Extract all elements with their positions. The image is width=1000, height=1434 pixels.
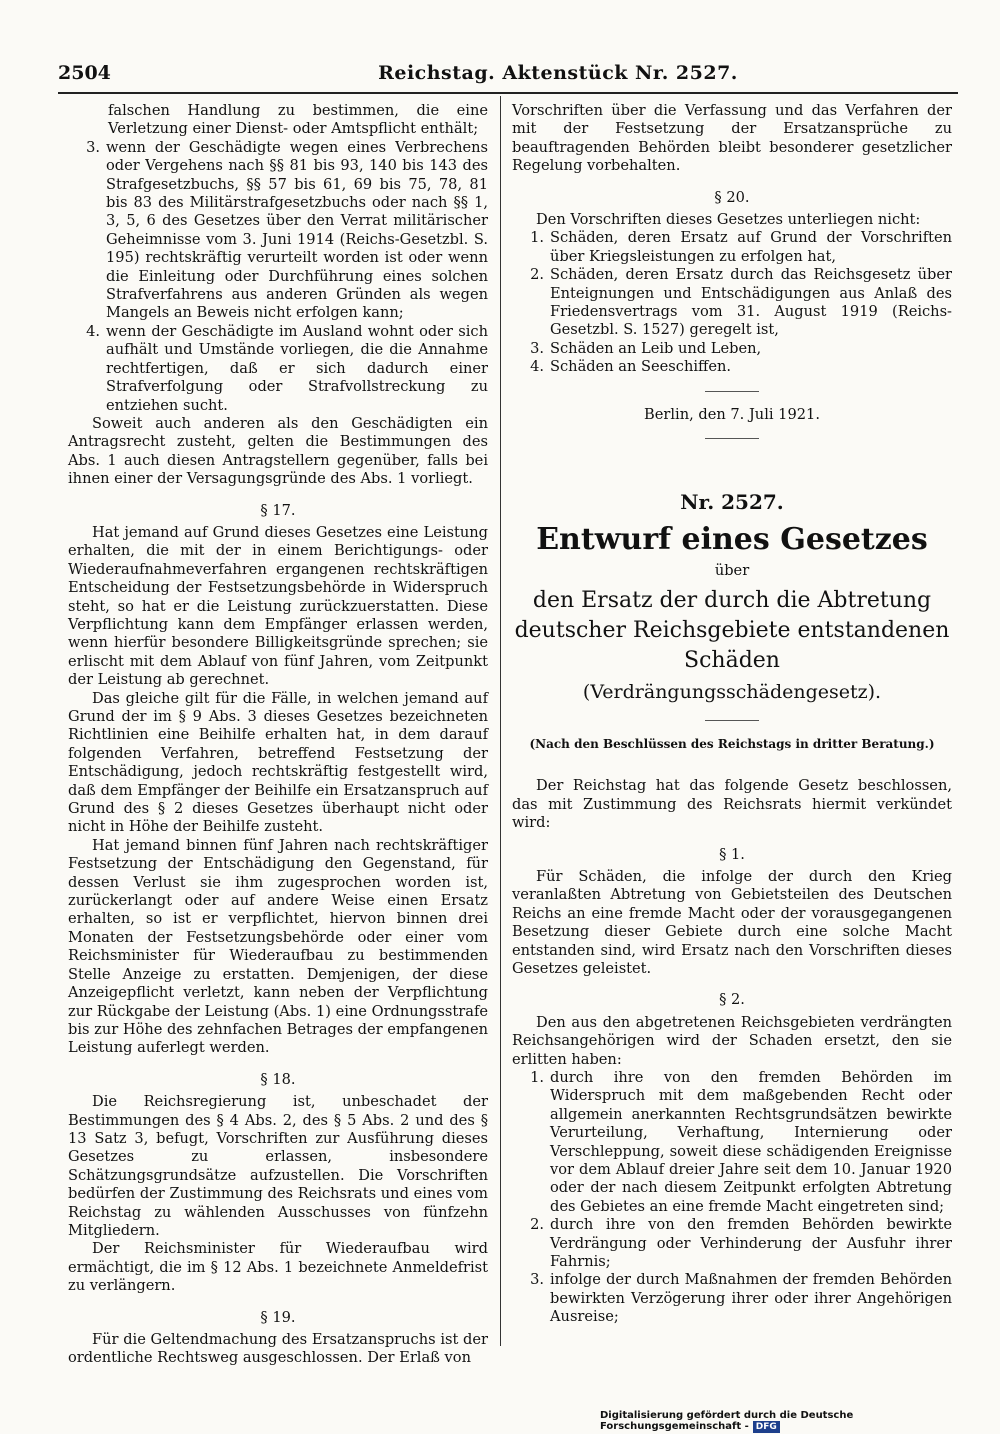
item-text: Schäden, deren Ersatz durch das Reichsgesetz über Enteignungen und Entschädigungen aus Anlaß des Friedensvertrags vom 31. August 1919 (Reichs-Gesetzbl. S. 1527) geregelt ist, <box>550 266 952 339</box>
item-number: 4. <box>86 322 100 340</box>
item-number: 1. <box>530 1069 544 1086</box>
item-text: durch ihre von den fremden Behörden bewirkte Verdrängung oder Verhinderung der Ausfuhr ihrer Fahrnis; <box>550 1216 952 1271</box>
column-divider <box>500 96 501 1346</box>
item-number: 4. <box>530 358 544 376</box>
paragraph: Für die Geltendmachung des Ersatzanspruchs ist der ordentliche Rechtsweg ausgeschlossen. Der Erlaß von <box>68 1331 488 1367</box>
item-text: Schäden an Seeschiffen. <box>550 358 732 376</box>
short-title: (Verdrängungsschädengesetz). <box>582 680 882 703</box>
list-item <box>512 266 952 340</box>
separator-rule <box>705 720 759 721</box>
item-text: wenn der Geschädigte wegen eines Verbrechens oder Vergehens nach §§ 81 bis 93, 140 bis 143 des Strafgesetzbuchs, §§ 57 bis 61, 69 bis 75, 78, 81 bis 83 des Militärstrafgesetzbuchs oder nach §§ 1, 3, 5, 6 des Gesetzes über den Verrat militärischer Geheimnisse vom 3. Juni 1914 (Reichs-Gesetzbl. S. 195) rechtskräftig verurteilt worden ist oder wenn die Einleitung oder Durchführung eines solchen Strafverfahrens aus anderen Gründen als wegen Mangels an Beweis nicht erfolgen kann; <box>106 138 488 322</box>
section-heading-17: § 17. <box>260 501 296 519</box>
paragraph: Hat jemand binnen fünf Jahren nach rechtskräftiger Festsetzung der Entschädigung den Gegenstand, für dessen Verlust sie ihm zugesprochen worden ist, zurückerlangt oder auf andere Weise einen Ersatz erhalten, so ist er verpflichtet, hiervon binnen drei Monaten der Festsetzungsbehörde oder einer vom Reichsminister für Wiederaufbau zu bestimmenden Stelle Anzeige zu erstatten. Demjenigen, der diese Anzeigepflicht verletzt, kann neben der Verpflichtung zur Rückgabe der Leistung (Abs. 1) eine Ordnungsstrafe bis zur Höhe des zehnfachen Betrages der empfangenen Leistung auferlegt werden. <box>68 836 488 1057</box>
list-item <box>68 139 488 323</box>
title-connector: über <box>714 561 750 579</box>
paragraph: Hat jemand auf Grund dieses Gesetzes eine Leistung erhalten, die mit der in einem Berichtigungs- oder Wiederaufnahmeverfahren ergangenen rechtskräftigen Entscheidung der Festsetzungsbehörde in Widerspruch steht, so hat er die Leistung zurückzuerstatten. Diese Verpflichtung kann dem Empfänger erlassen werden, wenn hierfür besondere Billigkeitsgründe sprechen; sie erlischt mit dem Ablauf von fünf Jahren, vom Zeitpunkt der Leistung ab gerechnet. <box>68 523 488 689</box>
running-title: Reichstag. Aktenstück Nr. 2527. <box>378 62 738 84</box>
paragraph: Den aus den abgetretenen Reichsgebieten verdrängten Reichsangehörigen wird der Schaden ersetzt, den sie erlitten haben: <box>512 1013 952 1068</box>
paragraph: Das gleiche gilt für die Fälle, in welchen jemand auf Grund der im § 9 Abs. 3 dieses Gesetzes bezeichneten Richtlinien eine Beihilfe erhalten hat, in dem darauf folgenden Verfahren, betreffend Festsetzung der Entschädigung, jedoch rechtskräftig festgestellt wird, daß dem Empfänger der Beihilfe ein Ersatzanspruch auf Grund des § 2 dieses Gesetzes überhaupt nicht oder nicht in Höhe der Beihilfe zusteht. <box>68 689 488 836</box>
list-item <box>68 323 488 415</box>
paragraph: Der Reichsminister für Wiederaufbau wird ermächtigt, die im § 12 Abs. 1 bezeichnete Anmeldefrist zu verlängern. <box>68 1240 488 1295</box>
paragraph: Die Reichsregierung ist, unbeschadet der Bestimmungen des § 4 Abs. 2, des § 5 Abs. 2 und des § 13 Satz 3, befugt, Vorschriften zur Ausführung dieses Gesetzes zu erlassen, insbesondere Schätzungsgrundsätze aufzustellen. Die Vorschriften bedürfen der Zustimmung des Reichsrats und eines vom Reichstag zu wählenden Ausschusses von fünfzehn Mitgliedern. <box>68 1093 488 1239</box>
date-line: Berlin, den 7. Juli 1921. <box>644 405 820 423</box>
deliberation-note: (Nach den Beschlüssen des Reichstags in dritter Beratung.) <box>529 736 935 751</box>
list-item <box>512 358 952 376</box>
item-text: wenn der Geschädigte im Ausland wohnt oder sich aufhält und Umstände vorliegen, die die Annahme rechtfertigen, daß er sich dadurch einer Strafverfolgung oder Strafvollstreckung zu entziehen sucht. <box>106 322 488 414</box>
list-item <box>512 1069 952 1216</box>
item-number: 2. <box>530 1216 544 1234</box>
document-title: Entwurf eines Gesetzes <box>536 521 928 557</box>
paragraph: Den Vorschriften dieses Gesetzes unterliegen nicht: <box>536 211 921 229</box>
header-rule <box>58 92 958 94</box>
list-item <box>512 1216 952 1271</box>
item-text: durch ihre von den fremden Behörden im Widerspruch mit dem maßgebenden Recht oder allgemein anerkannten Rechtsgrundsätzen bewirkte Verurteilung, Verhaftung, Internierung oder Verschleppung, soweit diese schädigenden Ereignisse vor dem Ablauf dreier Jahre seit dem 10. Januar 1920 oder der nach diesem Zeitpunkt erfolgten Abtretung des Gebietes an eine fremde Macht eingetreten sind; <box>550 1069 952 1215</box>
section-heading-20: § 20. <box>714 188 750 206</box>
separator-rule <box>705 438 759 439</box>
item-number: 1. <box>530 229 544 247</box>
paragraph: Für Schäden, die infolge der durch den Krieg veranlaßten Abtretung von Gebietsteilen des Deutschen Reichs an eine fremde Macht oder der vorausgegangenen Besetzung dieser Gebiete durch eine solche Macht entstanden sind, wird Ersatz nach den Vorschriften dieses Gesetzes geleistet. <box>512 867 952 977</box>
list-item <box>512 229 952 266</box>
document-subtitle: den Ersatz der durch die Abtretung deutscher Reichsgebiete entstandenen Schäden <box>514 587 950 673</box>
section-heading-18: § 18. <box>260 1070 296 1088</box>
item-text: Schäden an Leib und Leben, <box>550 339 762 357</box>
left-column <box>68 102 488 1368</box>
list-item <box>512 340 952 358</box>
section-heading-2: § 2. <box>719 991 745 1009</box>
paragraph: Soweit auch anderen als den Geschädigten ein Antragsrecht zusteht, gelten die Bestimmungen des Abs. 1 auch diesen Antragstellern gegenüber, falls bei ihnen einer der Versagungsgründe des Abs. 1 vorliegt. <box>68 414 488 488</box>
right-column <box>512 102 952 1327</box>
page-header <box>58 62 958 90</box>
item-text: Schäden, deren Ersatz auf Grund der Vorschriften über Kriegsleistungen zu erfolgen hat, <box>550 229 952 265</box>
document-number: Nr. 2527. <box>680 490 784 515</box>
item-number: 2. <box>530 266 544 284</box>
continued-text: falschen Handlung zu bestimmen, die eine Verletzung einer Dienst- oder Amtspflicht enthält; <box>108 102 488 138</box>
item-number: 3. <box>530 339 544 357</box>
footer-text: Digitalisierung gefördert durch die Deutsche Forschungsgemeinschaft - <box>600 1410 854 1432</box>
digitization-footer <box>600 1410 990 1433</box>
item-number: 3. <box>86 138 100 156</box>
item-text: infolge der durch Maßnahmen der fremden Behörden bewirkten Verzögerung ihrer oder ihrer Angehörigen Ausreise; <box>550 1271 952 1326</box>
item-number: 3. <box>530 1271 544 1289</box>
continued-text: Vorschriften über die Verfassung und das Verfahren der mit der Festsetzung der Ersatzansprüche zu beauftragenden Behörden bleibt besonderer gesetzlicher Regelung vorbehalten. <box>512 102 952 175</box>
section-heading-19: § 19. <box>260 1308 296 1326</box>
separator-rule <box>705 391 759 392</box>
paragraph: Der Reichstag hat das folgende Gesetz beschlossen, das mit Zustimmung des Reichsrats hiermit verkündet wird: <box>512 777 952 832</box>
page-number: 2504 <box>58 62 111 84</box>
section-heading-1: § 1. <box>719 845 745 863</box>
list-item <box>512 1271 952 1326</box>
dfg-logo: DFG <box>753 1421 780 1433</box>
